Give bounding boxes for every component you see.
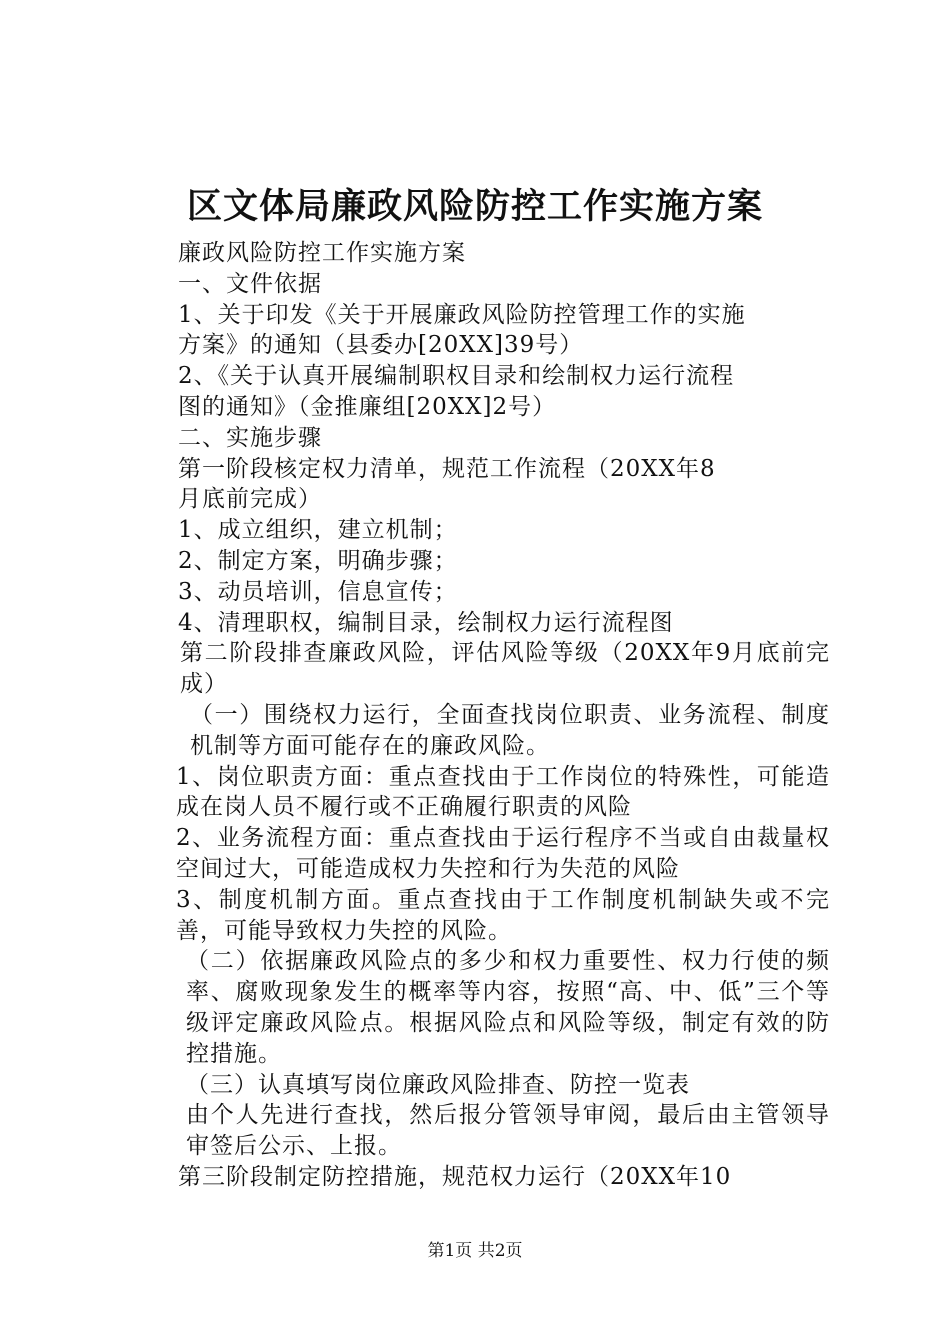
doc-paragraph: 第二阶段排查廉政风险，评估风险等级（20XX年9月底前完成） bbox=[180, 640, 830, 698]
doc-line: 二、实施步骤 bbox=[178, 424, 322, 451]
doc-paragraph: （一）围绕权力运行，全面查找岗位职责、业务流程、制度机制等方面可能存在的廉政风险。 bbox=[190, 701, 830, 759]
doc-line: 1、关于印发《关于开展廉政风险防控管理工作的实施 bbox=[178, 301, 746, 328]
page-title: 区文体局廉政风险防控工作实施方案 bbox=[186, 186, 763, 227]
doc-paragraph: （三）认真填写岗位廉政风险排查、防控一览表 bbox=[186, 1071, 690, 1098]
doc-line: 方案》的通知（县委办[20XX]39号） bbox=[178, 332, 584, 359]
page-footer: 第1页 共2页 bbox=[427, 1241, 523, 1261]
doc-line: 4、清理职权，编制目录，绘制权力运行流程图 bbox=[178, 609, 674, 636]
doc-line: 第一阶段核定权力清单，规范工作流程（20XX年8 bbox=[178, 455, 716, 482]
doc-line: 月底前完成） bbox=[178, 486, 322, 513]
doc-paragraph: 3、制度机制方面。重点查找由于工作制度机制缺失或不完善，可能导致权力失控的风险。 bbox=[176, 886, 830, 944]
doc-paragraph: 由个人先进行查找，然后报分管领导审阅，最后由主管领导审签后公示、上报。 bbox=[186, 1102, 830, 1160]
doc-paragraph: 2、业务流程方面：重点查找由于运行程序不当或自由裁量权空间过大，可能造成权力失控和行为失范的风险 bbox=[176, 825, 830, 882]
doc-line: 一、文件依据 bbox=[178, 270, 322, 297]
doc-line: 1、成立组织，建立机制； bbox=[178, 517, 458, 544]
doc-line: 2、制定方案，明确步骤； bbox=[178, 547, 458, 574]
doc-line: 廉政风险防控工作实施方案 bbox=[178, 240, 466, 266]
doc-line: 2、《关于认真开展编制职权目录和绘制权力运行流程 bbox=[178, 363, 735, 390]
doc-paragraph: 第三阶段制定防控措施，规范权力运行（20XX年10 bbox=[178, 1163, 732, 1190]
doc-line: 图的通知》（金推廉组[20XX]2号） bbox=[178, 393, 557, 420]
document-body bbox=[130, 238, 830, 1193]
doc-paragraph: （二）依据廉政风险点的多少和权力重要性、权力行使的频率、腐败现象发生的概率等内容，按照“高、中、低”三个等级评定廉政风险点。根据风险点和风险等级，制定有效的防控措施。 bbox=[186, 948, 830, 1067]
doc-paragraph: 1、岗位职责方面：重点查找由于工作岗位的特殊性，可能造成在岗人员不履行或不正确履行职责的风险 bbox=[176, 763, 830, 821]
doc-line: 3、动员培训，信息宣传； bbox=[178, 578, 458, 605]
